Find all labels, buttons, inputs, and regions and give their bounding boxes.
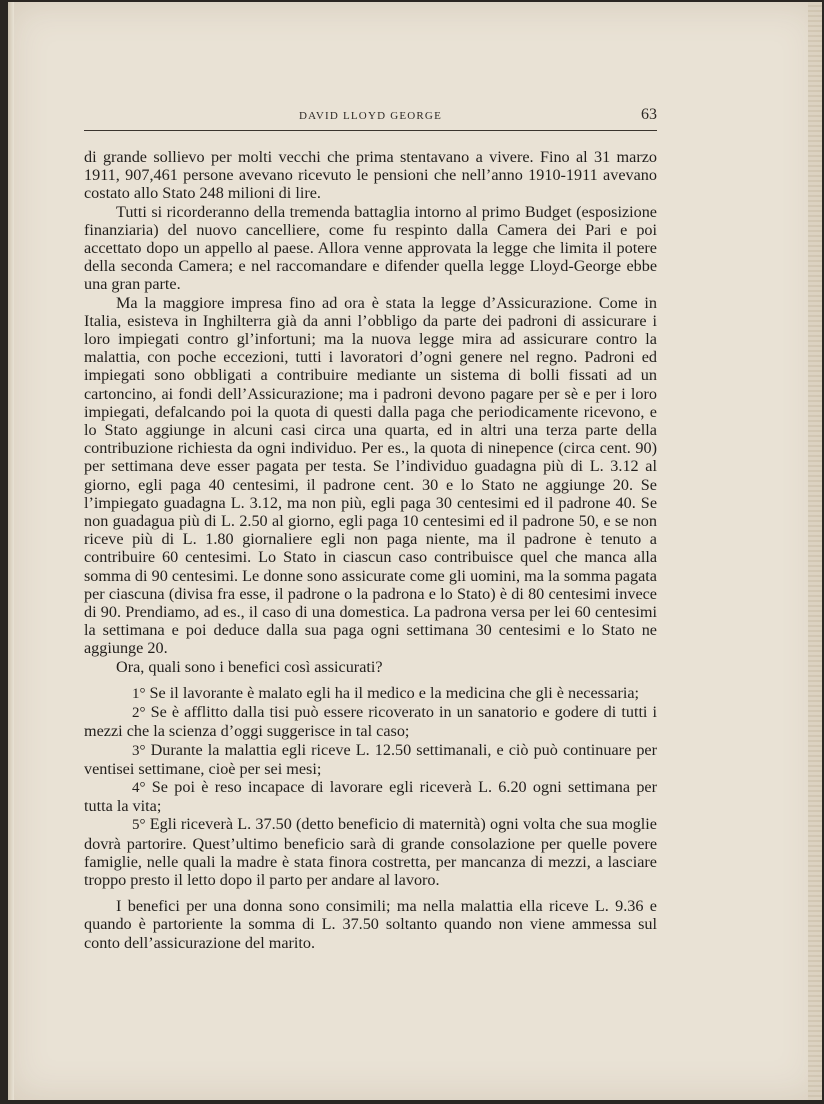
running-head <box>84 104 657 128</box>
benefit-item-3 <box>84 741 657 778</box>
benefit-text: Se è afflitto dalla tisi può essere ricoverato in un sanatorio e godere di tutti i mezzi che la scienza d’oggi suggerisce in tal caso; <box>84 703 658 741</box>
benefit-number: 5° <box>132 817 146 834</box>
benefit-number: 3° <box>132 742 146 759</box>
benefit-number: 4° <box>132 779 146 796</box>
benefits-list <box>84 684 657 889</box>
paragraph-1: di grande sollievo per molti vecchi che prima stentavano a vivere. Fino al 31 marzo 1911, 907,461 persone avevano ricevuto le pensioni che nell’anno 1910-1911 avevano costato allo Stato 248 milioni di lire. <box>84 148 657 203</box>
running-title: DAVID LLOYD GEORGE <box>299 110 442 122</box>
paragraph-3: Ma la maggiore impresa fino ad ora è stata la legge d’Assicurazione. Come in Italia, esisteva in Inghilterra già da anni l’obbligo da parte dei padroni di assicurare i loro impiegati contro gl’infortuni; ma la nuova legge mira ad assicurare contro la malattia, con poche eccezioni, tutti i lavoratori d’ogni genere nel regno. Padroni ed impiegati sono obbligati a contribuire mediante un sistema di bolli fissati ad un cartoncino, ai fondi dell’Assicurazione; ma i padroni devono pagare per sè e per i loro impiegati, defalcando poi la quota di questi dalla paga che periodicamente ricevono, e lo Stato aggiunge in alcuni casi circa una quarta, ed in altri una terza parte della contribuzione richiesta da ogni individuo. Per es., la quota di ninepence (circa cent. 90) per settimana deve esser pagata per testa. Se l’individuo guadagna più di L. 3.12 al giorno, egli paga 40 centesimi, il padrone cent. 30 e lo Stato ne aggiunge 20. Se l’impiegato guadagna L. 3.12, ma non più, egli paga 30 centesimi ed il padrone 40. Se non guadagua più di L. 2.50 al giorno, egli paga 10 centesimi ed il padrone 50, e se non riceve più di L. 1.80 giornaliere egli non paga niente, ma il padrone è tenuto a contribuire 60 centesimi. Lo Stato in ciascun caso contribuisce quel che manca alla somma di 90 centesimi. Le donne sono assicurate come gli uomini, ma la somma pagata per ciascuna (divisa fra esse, il padrone o la padrona e lo Stato) è di 80 centesimi invece di 90. Prendiamo, ad es., il caso di una domestica. La padrona versa per lei 60 centesimi la settimana e poi deduce dalla sua paga ogni settimana 30 centesimi e lo Stato ne aggiunge 20. <box>84 293 657 658</box>
benefit-text: Durante la malattia egli riceve L. 12.50 settimanali, e ciò può continuare per ventisei settimane, cioè per sei mesi; <box>84 740 658 778</box>
benefit-number: 2° <box>132 705 146 722</box>
benefit-item-4 <box>84 778 657 815</box>
header-rule <box>84 130 657 131</box>
benefit-text: Se poi è reso incapace di lavorare egli riceverà L. 6.20 ogni settimana per tutta la vita; <box>84 777 657 816</box>
benefit-item-5 <box>84 815 657 889</box>
paragraph-5: I benefici per una donna sono consimili; ma nella malattia ella riceve L. 9.36 e quando è partoriente la somma di L. 37.50 soltanto quando non viene ammessa sul conto dell’assicurazione del marito. <box>84 897 657 952</box>
benefit-text: Egli riceverà L. 37.50 (detto beneficio di maternità) ogni volta che sua moglie dovrà partorire. Quest’ultimo beneficio sarà di grande consolazione per quelle povere famiglie, nelle quali la madre è stata finora costretta, per mancanza di mezzi, a lasciare troppo presto il letto dopo il parto per andare al lavoro. <box>84 815 657 889</box>
paragraph-2: Tutti si ricorderanno della tremenda battaglia intorno al primo Budget (esposizione finanziaria) del nuovo cancelliere, come fu respinto dalla Camera dei Pari e poi accettato dopo un appello al paese. Allora venne approvata la legge che limita il potere della seconda Camera; e nel raccomandare e difender quella legge Lloyd-George ebbe una gran parte. <box>84 202 657 294</box>
benefit-item-1 <box>84 684 657 703</box>
paragraph-4: Ora, quali sono i benefici così assicurati? <box>116 657 383 676</box>
body-text <box>84 148 657 952</box>
benefit-number: 1° <box>132 685 146 702</box>
benefit-text: Se il lavorante è malato egli ha il medico e la medicina che gli è necessaria; <box>149 683 640 702</box>
benefit-item-2 <box>84 703 657 740</box>
page-fore-edge <box>808 2 822 1100</box>
page-number: 63 <box>641 106 657 123</box>
page-gutter-shadow <box>8 2 14 1100</box>
